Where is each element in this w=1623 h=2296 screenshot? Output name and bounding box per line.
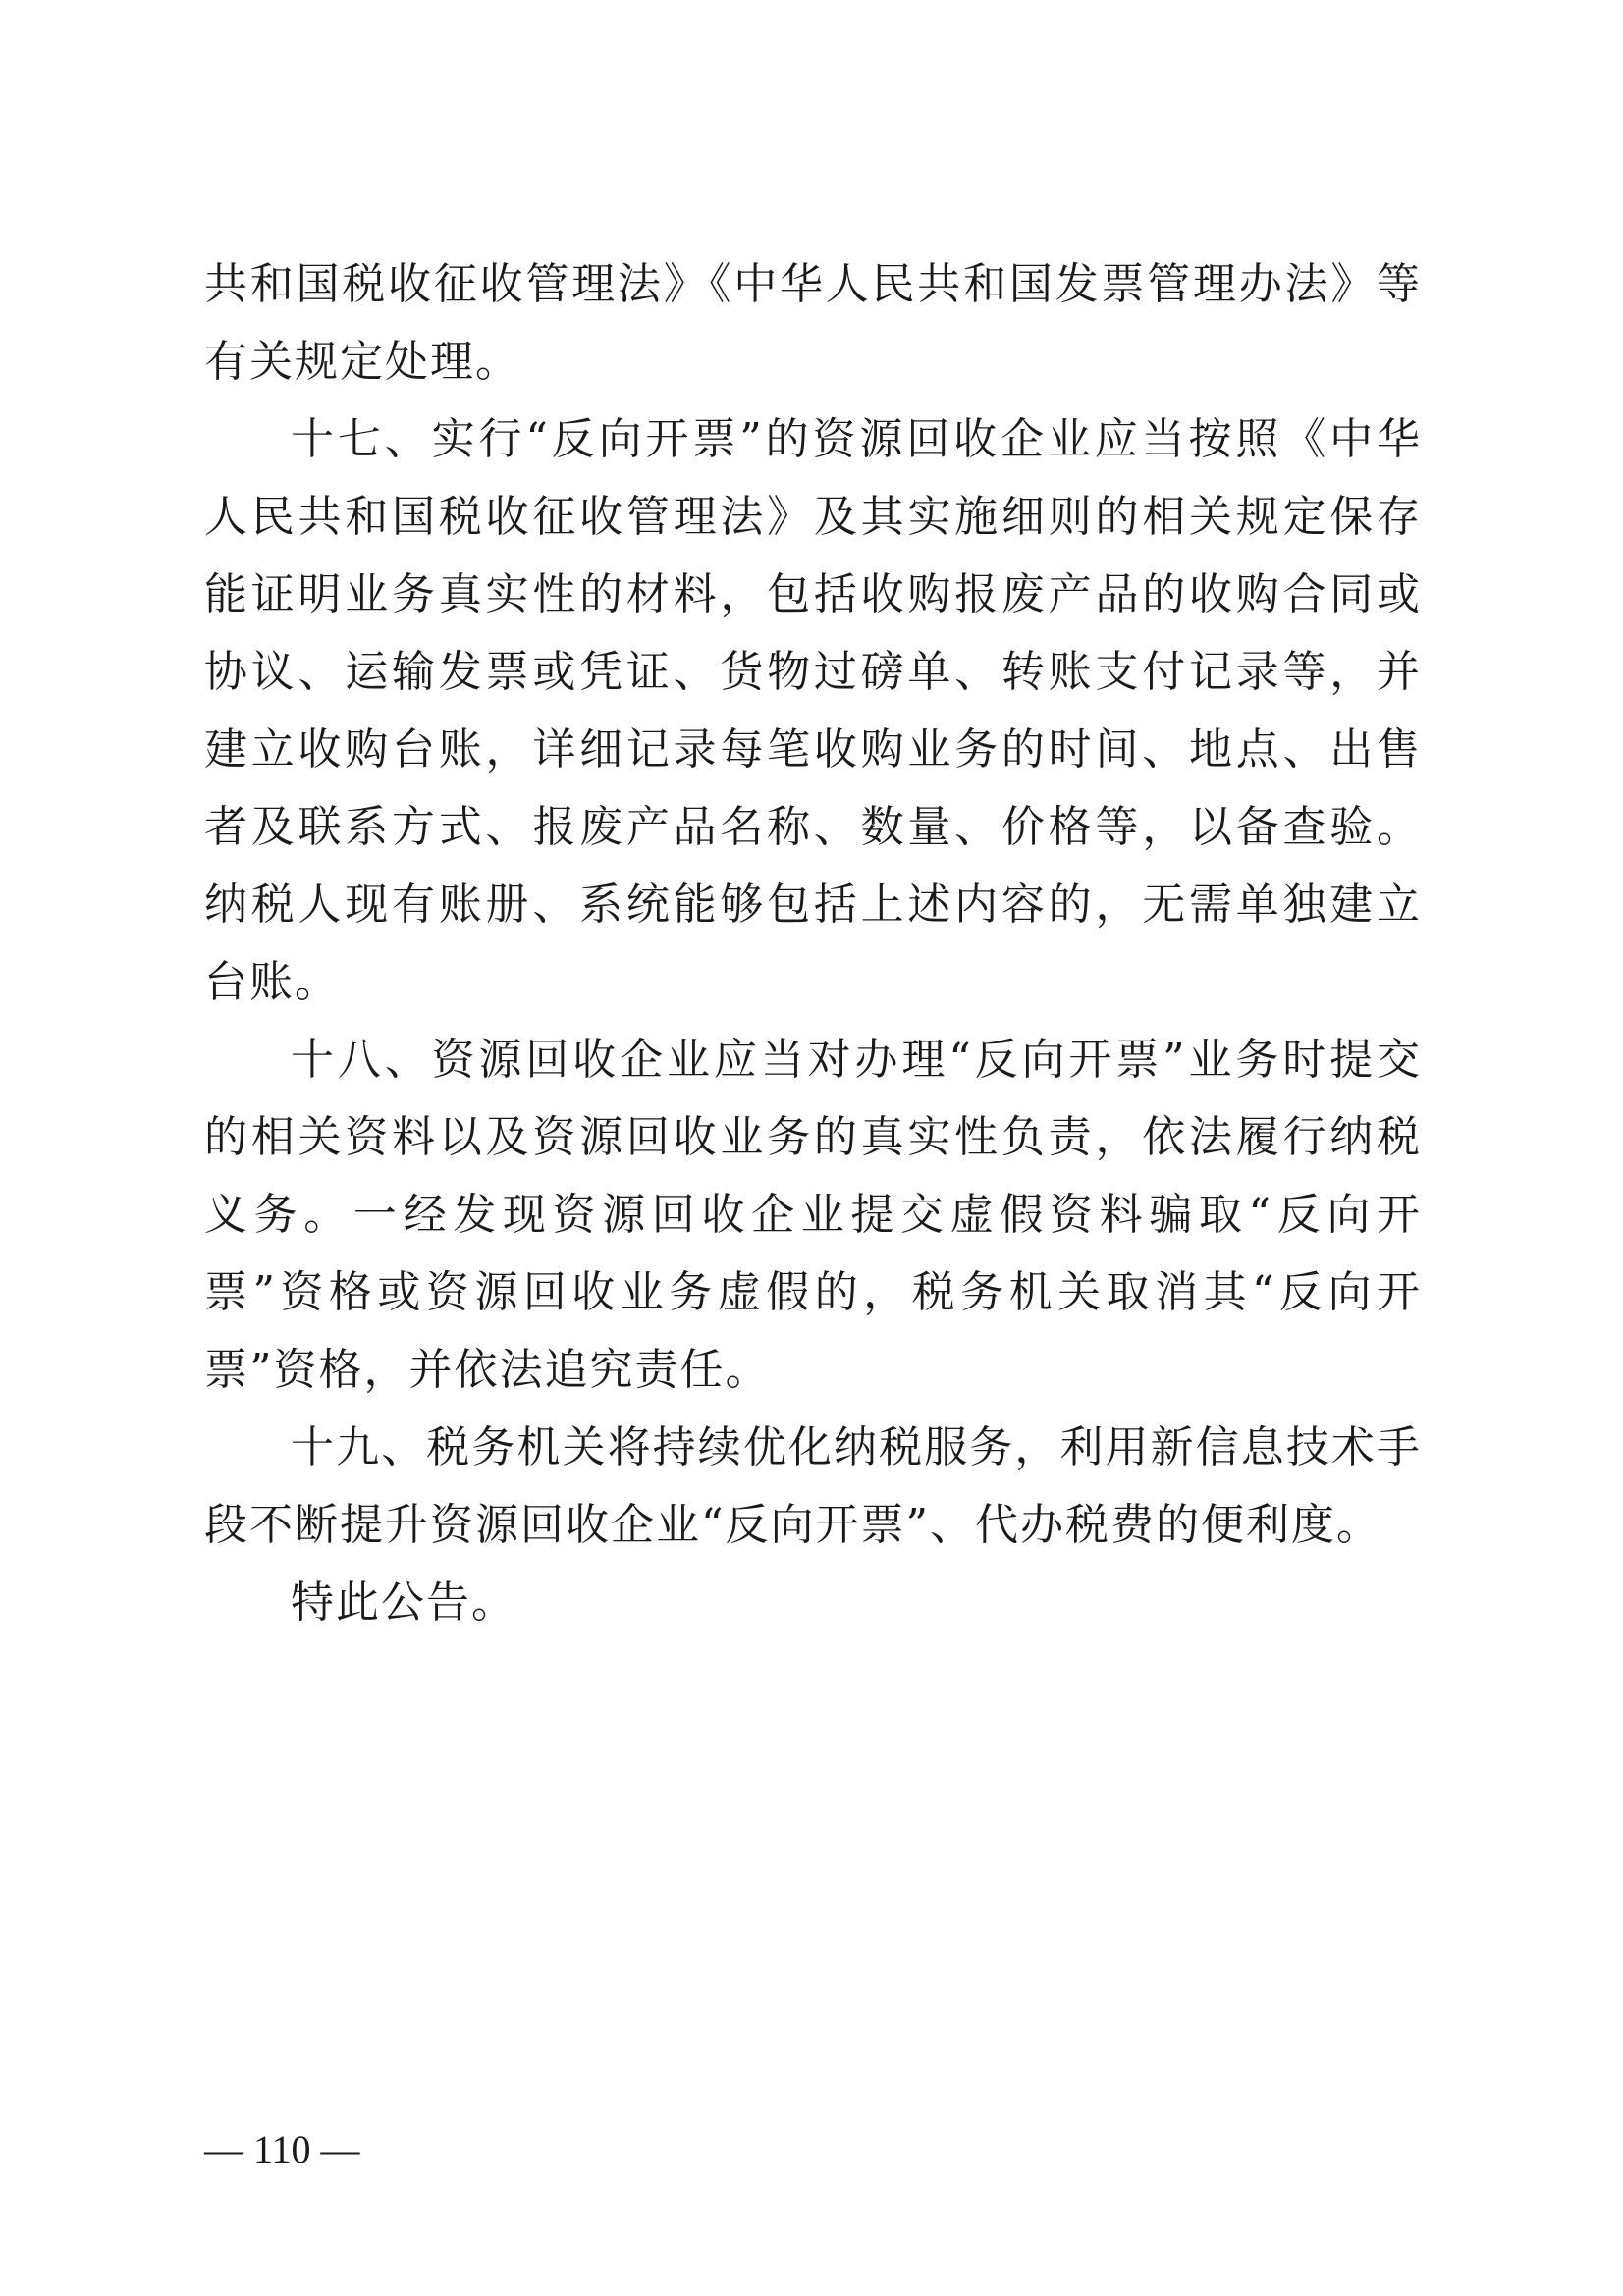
paragraph-article-19: 十九、税务机关将持续优化纳税服务，利用新信息技术手段不断提升资源回收企业“反向开票”、代办税费的便利度。 xyxy=(204,1422,1422,1550)
page-number: — 110 — xyxy=(204,2127,360,2171)
paragraph-article-18: 十八、资源回收企业应当对办理“反向开票”业务时提交的相关资料以及资源回收业务的真实性负责，依法履行纳税义务。一经发现资源回收企业提交虚假资料骗取“反向开票”资格或资源回收业务虚假的，税务机关取消其“反向开票”资格，并依法追究责任。 xyxy=(204,1035,1422,1395)
paragraph-article-17: 十七、实行“反向开票”的资源回收企业应当按照《中华人民共和国税收征收管理法》及其实施细则的相关规定保存能证明业务真实性的材料，包括收购报废产品的收购合同或协议、运输发票或凭证、货物过磅单、转账支付记录等，并建立收购台账，详细记录每笔收购业务的时间、地点、出售者及联系方式、报废产品名称、数量、价格等，以备查验。纳税人现有账册、系统能够包括上述内容的，无需单独建立台账。 xyxy=(204,414,1422,1007)
paragraph-continuation: 共和国税收征收管理法》《中华人民共和国发票管理办法》等有关规定处理。 xyxy=(204,259,1422,387)
document-body xyxy=(204,245,1422,1641)
paragraph-closing: 特此公告。 xyxy=(291,1577,516,1628)
